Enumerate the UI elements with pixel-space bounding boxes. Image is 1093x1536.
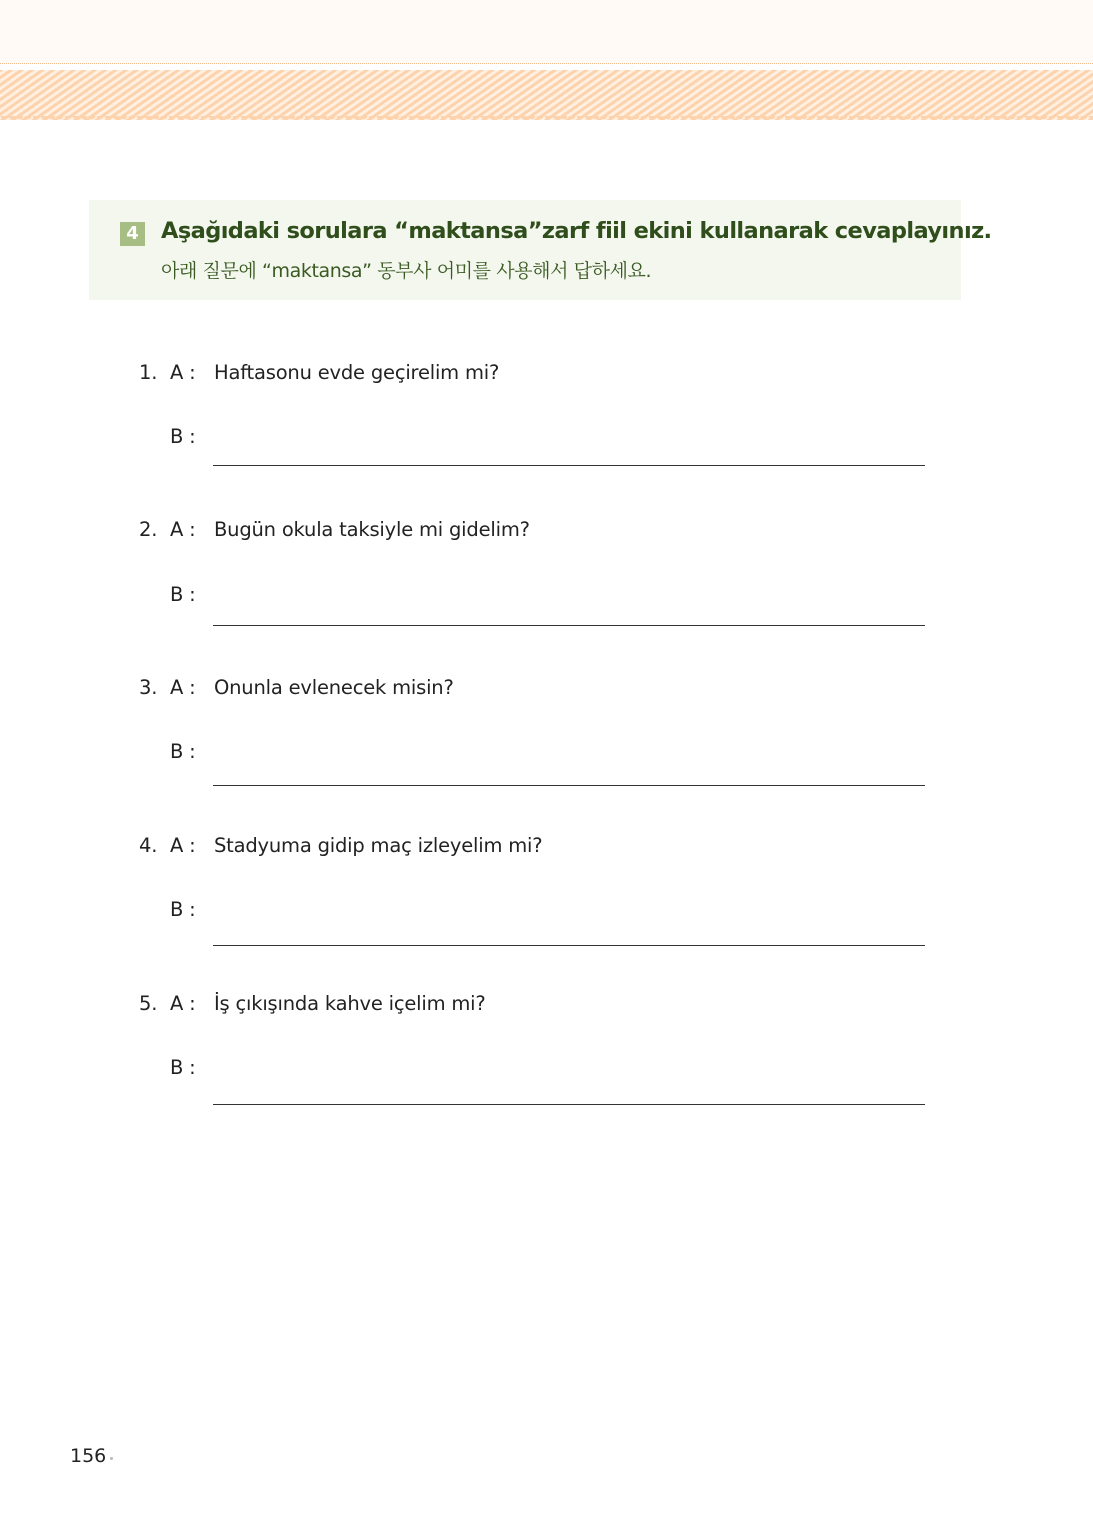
instruction-box — [89, 200, 961, 300]
header-band — [0, 0, 1093, 63]
item-number: 1. — [139, 361, 158, 384]
speaker-a-label: A : — [170, 676, 196, 699]
question-text: Stadyuma gidip maç izleyelim mi? — [214, 834, 543, 857]
question-text: Onunla evlenecek misin? — [214, 676, 454, 699]
answer-line-5[interactable] — [213, 1104, 925, 1105]
question-text: Bugün okula taksiyle mi gidelim? — [214, 518, 530, 541]
item-number: 4. — [139, 834, 158, 857]
speaker-b-label: B : — [170, 1056, 196, 1079]
exercise-subtitle: 아래 질문에 “maktansa” 동부사 어미를 사용해서 답하세요. — [161, 260, 652, 282]
page-number-dot — [110, 1457, 113, 1460]
exercise-number-badge: 4 — [120, 222, 145, 246]
header-dotted-divider — [0, 63, 1093, 64]
speaker-b-label: B : — [170, 425, 196, 448]
answer-line-4[interactable] — [213, 945, 925, 946]
answer-line-2[interactable] — [213, 625, 925, 626]
item-number: 5. — [139, 992, 158, 1015]
question-text: Haftasonu evde geçirelim mi? — [214, 361, 500, 384]
speaker-b-label: B : — [170, 583, 196, 606]
header-stripe-scalloped-edge — [0, 116, 1093, 122]
answer-line-1[interactable] — [213, 465, 925, 466]
speaker-a-label: A : — [170, 361, 196, 384]
question-text: İş çıkışında kahve içelim mi? — [214, 992, 486, 1015]
header-stripe-decoration — [0, 70, 1093, 120]
speaker-b-label: B : — [170, 898, 196, 921]
item-number: 3. — [139, 676, 158, 699]
speaker-a-label: A : — [170, 992, 196, 1015]
exercise-title: Aşağıdaki sorulara “maktansa”zarf fiil ekini kullanarak cevaplayınız. — [161, 218, 992, 244]
speaker-a-label: A : — [170, 518, 196, 541]
speaker-a-label: A : — [170, 834, 196, 857]
speaker-b-label: B : — [170, 740, 196, 763]
answer-line-3[interactable] — [213, 785, 925, 786]
item-number: 2. — [139, 518, 158, 541]
page-number: 156 — [70, 1445, 107, 1467]
